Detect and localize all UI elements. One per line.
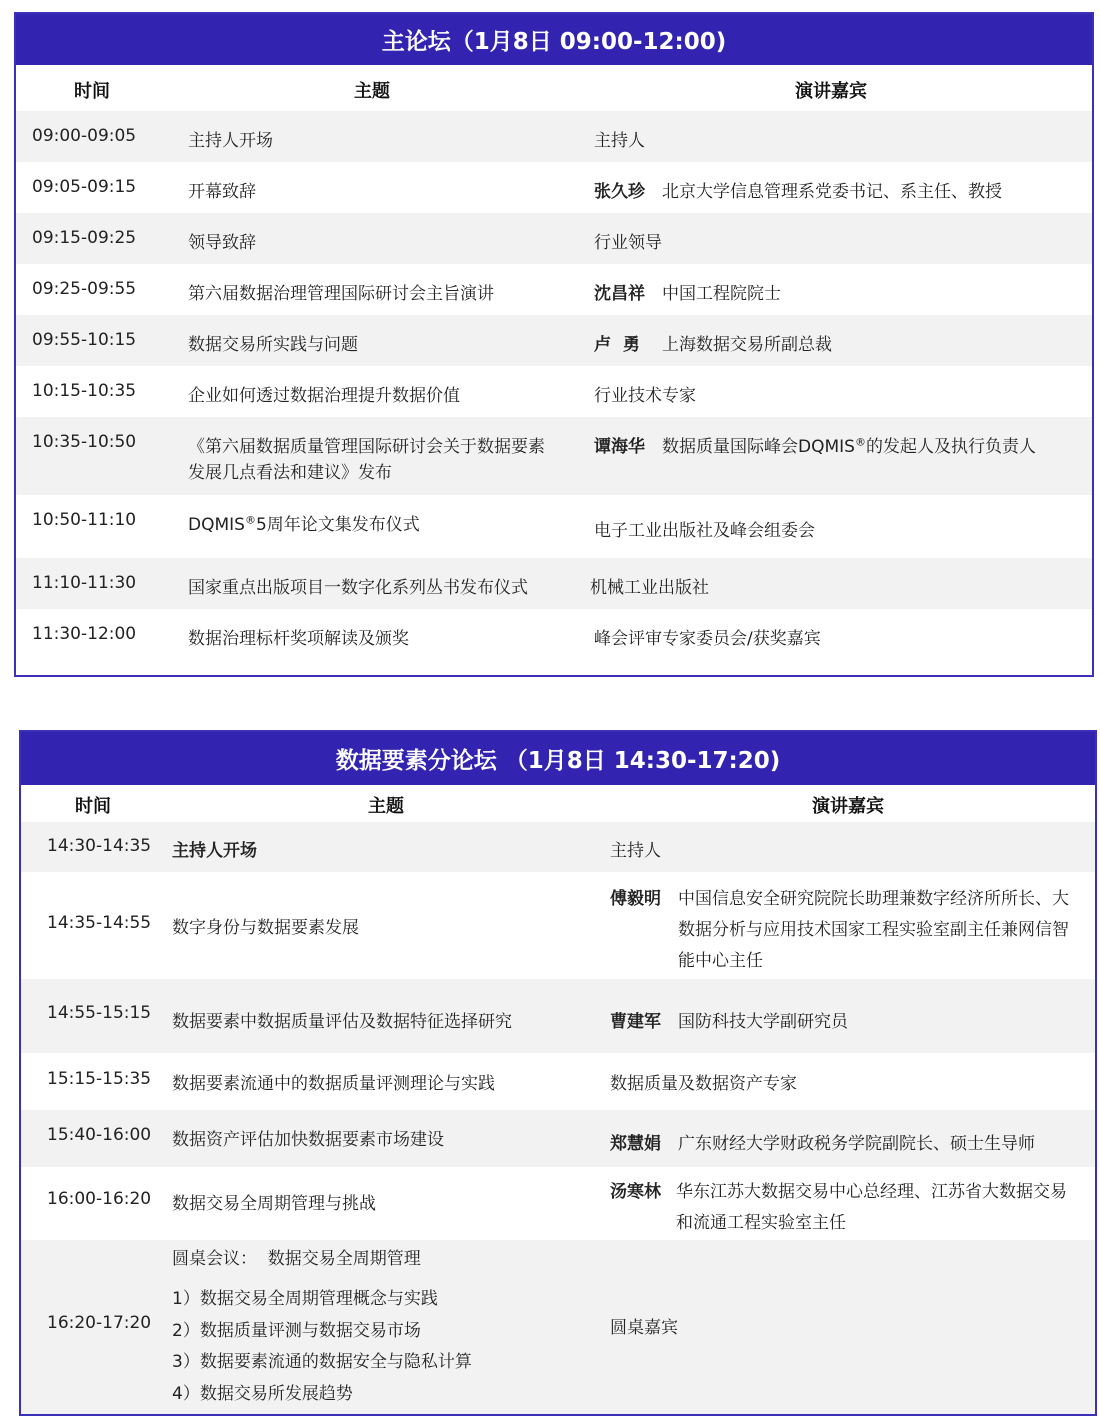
row-topic: 数据交易所实践与问题 (188, 335, 358, 355)
row-speaker: 行业技术专家 (594, 386, 696, 406)
row-time: 14:55-15:15 (47, 1003, 152, 1023)
row-speaker: 行业领导 (594, 233, 662, 253)
row-speaker: 广东财经大学财政税务学院副院长、硕士生导师 (678, 1134, 1035, 1154)
row-topic: 数据交易全周期管理与挑战 (172, 1194, 376, 1214)
row-time: 11:10-11:30 (32, 573, 137, 593)
table-row (21, 872, 1095, 979)
table-row (16, 366, 1092, 417)
row-topic: 数据要素流通中的数据质量评测理论与实践 (172, 1074, 495, 1094)
table-row (21, 1053, 1095, 1110)
row-topic: 国家重点出版项目一数字化系列丛书发布仪式 (188, 578, 528, 598)
speaker-name: 张久珍 (594, 182, 645, 202)
row-topic: 领导致辞 (188, 233, 256, 253)
row-time: 16:20-17:20 (47, 1313, 152, 1333)
table-row (16, 609, 1092, 660)
row-speaker: 上海数据交易所副总裁 (662, 335, 832, 355)
table-row (21, 1240, 1095, 1414)
row-time: 15:40-16:00 (47, 1125, 152, 1145)
row-topic: 《第六届数据质量管理国际研讨会关于数据要素 (188, 437, 545, 457)
table-row (16, 417, 1092, 495)
speaker-text: 数据质量国际峰会DQMIS (662, 437, 855, 457)
list-item: 4）数据交易所发展趋势 (172, 1383, 353, 1404)
row-topic: 数据要素中数据质量评估及数据特征选择研究 (172, 1012, 512, 1032)
row-topic: 第六届数据治理管理国际研讨会主旨演讲 (188, 284, 494, 304)
row-speaker: 中国工程院院士 (662, 284, 781, 304)
row-topic: 主持人开场 (188, 131, 273, 151)
speaker-line: 中国信息安全研究院院长助理兼数字经济所所长、大 (678, 889, 1069, 909)
row-time: 16:00-16:20 (47, 1189, 152, 1209)
speaker-name: 傅毅明 (610, 889, 661, 909)
main-forum-title: 主论坛（1月8日 09:00-12:00) (16, 14, 1092, 65)
speaker-name: 曹建军 (610, 1012, 661, 1032)
table-header (21, 785, 1095, 822)
speaker-text: 的发起人及执行负责人 (865, 437, 1036, 457)
speaker-line: 和流通工程实验室主任 (676, 1213, 846, 1233)
row-topic: 主持人开场 (172, 841, 257, 861)
row-speaker: 圆桌嘉宾 (610, 1318, 678, 1338)
row-time: 14:35-14:55 (47, 913, 152, 933)
table-row (16, 213, 1092, 264)
row-speaker: 电子工业出版社及峰会组委会 (594, 521, 815, 541)
table-row (16, 264, 1092, 315)
speaker-name: 汤寒林 (610, 1182, 661, 1202)
header-topic: 主题 (354, 81, 390, 102)
table-row (16, 315, 1092, 366)
table-row (21, 1110, 1095, 1167)
row-speaker: 主持人 (610, 841, 661, 861)
header-speaker: 演讲嘉宾 (812, 796, 884, 817)
header-time: 时间 (75, 796, 111, 817)
main-forum-table (14, 12, 1094, 677)
list-item: 2）数据质量评测与数据交易市场 (172, 1320, 421, 1341)
row-time: 09:25-09:55 (32, 279, 137, 299)
row-speaker: 北京大学信息管理系党委书记、系主任、教授 (662, 182, 1002, 202)
table-row (16, 495, 1092, 558)
row-topic: 发展几点看法和建议》发布 (188, 463, 392, 483)
row-topic: 开幕致辞 (188, 182, 256, 202)
header-time: 时间 (74, 81, 110, 102)
row-topic: 数字身份与数据要素发展 (172, 918, 359, 938)
registered-mark: ® (244, 513, 256, 527)
row-speaker: 峰会评审专家委员会/获奖嘉宾 (594, 629, 821, 649)
roundtable-items (172, 1284, 472, 1410)
row-time: 10:35-10:50 (32, 432, 137, 452)
registered-mark: ® (854, 435, 866, 449)
speaker-line: 数据分析与应用技术国家工程实验室副主任兼网信智 (678, 920, 1069, 940)
row-time: 14:30-14:35 (47, 836, 152, 856)
table-row (21, 1167, 1095, 1240)
table-header (16, 65, 1092, 111)
row-topic: 企业如何透过数据治理提升数据价值 (188, 386, 460, 406)
row-time: 15:15-15:35 (47, 1069, 152, 1089)
row-speaker: 国防科技大学副研究员 (678, 1012, 848, 1032)
speaker-name: 谭海华 (594, 437, 645, 457)
table-row (16, 111, 1092, 162)
row-speaker (676, 1177, 1067, 1239)
table-row (16, 162, 1092, 213)
header-speaker: 演讲嘉宾 (795, 81, 867, 102)
row-topic (188, 510, 420, 535)
speaker-line: 华东江苏大数据交易中心总经理、江苏省大数据交易 (676, 1182, 1067, 1202)
row-speaker: 数据质量及数据资产专家 (610, 1074, 797, 1094)
table-row (16, 558, 1092, 609)
data-element-forum-table (19, 730, 1097, 1416)
row-speaker (678, 884, 1069, 977)
list-item: 3）数据要素流通的数据安全与隐私计算 (172, 1352, 472, 1372)
row-speaker: 主持人 (594, 131, 645, 151)
topic-text: DQMIS (188, 515, 245, 535)
header-topic: 主题 (368, 796, 404, 817)
speaker-name: 沈昌祥 (594, 284, 645, 304)
row-time: 11:30-12:00 (32, 624, 137, 644)
table-row (21, 822, 1095, 872)
speaker-name: 卢 勇 (594, 335, 640, 355)
row-time: 10:50-11:10 (32, 510, 137, 530)
row-time: 09:55-10:15 (32, 330, 137, 350)
data-element-forum-title: 数据要素分论坛 （1月8日 14:30-17:20) (21, 732, 1095, 785)
row-topic: 圆桌会议： 数据交易全周期管理 (172, 1249, 421, 1269)
row-time: 09:15-09:25 (32, 228, 137, 248)
row-topic: 数据资产评估加快数据要素市场建设 (172, 1130, 444, 1150)
row-speaker (662, 432, 1036, 457)
row-topic: 数据治理标杆奖项解读及颁奖 (188, 629, 409, 649)
speaker-name: 郑慧娟 (610, 1134, 661, 1154)
row-time: 10:15-10:35 (32, 381, 137, 401)
speaker-line: 能中心主任 (678, 951, 763, 971)
row-time: 09:00-09:05 (32, 126, 137, 146)
topic-text: 5周年论文集发布仪式 (255, 515, 420, 535)
row-time: 09:05-09:15 (32, 177, 137, 197)
row-speaker: 机械工业出版社 (590, 578, 709, 598)
list-item: 1）数据交易全周期管理概念与实践 (172, 1289, 438, 1309)
table-row (21, 979, 1095, 1053)
